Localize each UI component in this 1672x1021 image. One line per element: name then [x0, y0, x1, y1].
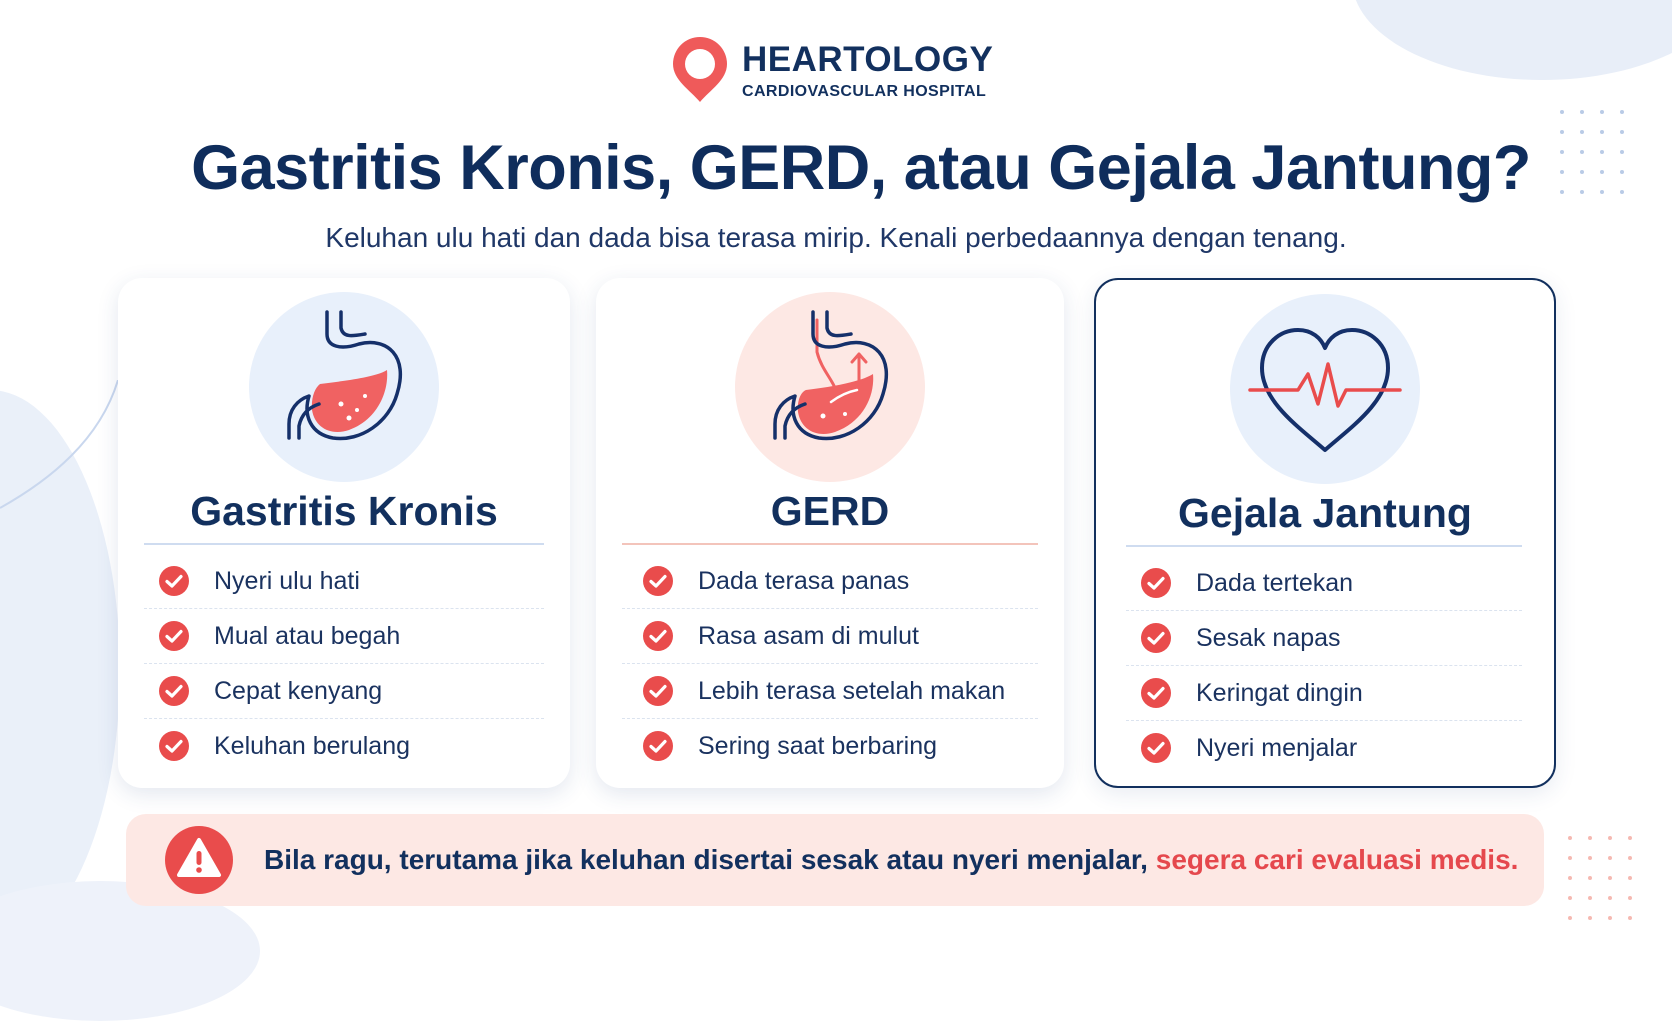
brand-name: HEARTOLOGY: [742, 39, 994, 79]
warning-text: Bila ragu, terutama jika keluhan disertai sesak atau nyeri menjalar,: [264, 844, 1148, 875]
warning-icon: [164, 825, 234, 895]
list-item: [622, 609, 1038, 664]
list-item: [1126, 721, 1522, 775]
card-icon-circle: [735, 292, 925, 482]
location-heart-icon: [668, 36, 732, 106]
list-item: [144, 719, 544, 773]
check-icon: [158, 565, 190, 597]
card-title: Gastritis Kronis: [190, 488, 498, 534]
list-item: [622, 719, 1038, 773]
page-subtitle: Keluhan ulu hati dan dada bisa terasa mirip. Kenali perbedaannya dengan tenang.: [325, 222, 1347, 253]
symptom-list: [1126, 556, 1522, 775]
list-item-label: Cepat kenyang: [214, 676, 383, 705]
brand-logo: [668, 36, 993, 106]
warning-emphasis: segera cari evaluasi medis.: [1155, 844, 1519, 875]
background-blob-left: [0, 390, 120, 950]
symptom-list: [622, 554, 1038, 773]
warning-banner: [126, 814, 1544, 906]
heart-pulse-icon: [1230, 294, 1420, 484]
card-divider: [144, 543, 544, 545]
card-title: GERD: [770, 488, 890, 534]
warning-message: [264, 844, 1518, 876]
card-divider: [1126, 545, 1522, 547]
page-title: Gastritis Kronis, GERD, atau Gejala Jantung?: [191, 133, 1531, 203]
decorative-dots-bottom-right: [1568, 836, 1632, 920]
brand-text: [742, 39, 994, 101]
list-item: [1126, 556, 1522, 611]
background-curve-line: [0, 380, 130, 540]
list-item-label: Nyeri ulu hati: [214, 566, 360, 595]
list-item: [1126, 666, 1522, 721]
check-icon: [158, 620, 190, 652]
list-item-label: Lebih terasa setelah makan: [698, 676, 1006, 705]
list-item-label: Sesak napas: [1196, 623, 1341, 652]
check-icon: [642, 730, 674, 762]
card-divider: [622, 543, 1038, 545]
check-icon: [1140, 567, 1172, 599]
list-item: [144, 664, 544, 719]
check-icon: [1140, 622, 1172, 654]
list-item-label: Keringat dingin: [1196, 678, 1363, 707]
card-icon-circle: [249, 292, 439, 482]
card-gastritis-kronis: [118, 278, 570, 788]
card-title: Gejala Jantung: [1178, 490, 1472, 536]
list-item-label: Keluhan berulang: [214, 731, 410, 760]
check-icon: [158, 730, 190, 762]
list-item-label: Sering saat berbaring: [698, 731, 938, 760]
list-item-label: Nyeri menjalar: [1196, 733, 1358, 762]
list-item: [144, 609, 544, 664]
stomach-icon: [249, 292, 439, 482]
list-item: [144, 554, 544, 609]
list-item-label: Mual atau begah: [214, 621, 401, 650]
list-item: [1126, 611, 1522, 666]
list-item: [622, 554, 1038, 609]
check-icon: [1140, 732, 1172, 764]
card-icon-circle: [1230, 294, 1420, 484]
check-icon: [642, 675, 674, 707]
check-icon: [642, 620, 674, 652]
list-item-label: Rasa asam di mulut: [698, 621, 919, 650]
stomach-reflux-icon: [735, 292, 925, 482]
brand-subtitle: CARDIOVASCULAR HOSPITAL: [742, 82, 987, 100]
background-blob-top-right: [1352, 0, 1672, 80]
list-item-label: Dada terasa panas: [698, 566, 910, 595]
list-item-label: Dada tertekan: [1196, 568, 1354, 597]
check-icon: [642, 565, 674, 597]
list-item: [622, 664, 1038, 719]
check-icon: [158, 675, 190, 707]
card-gerd: [596, 278, 1064, 788]
symptom-list: [144, 554, 544, 773]
card-gejala-jantung: [1094, 278, 1556, 788]
check-icon: [1140, 677, 1172, 709]
